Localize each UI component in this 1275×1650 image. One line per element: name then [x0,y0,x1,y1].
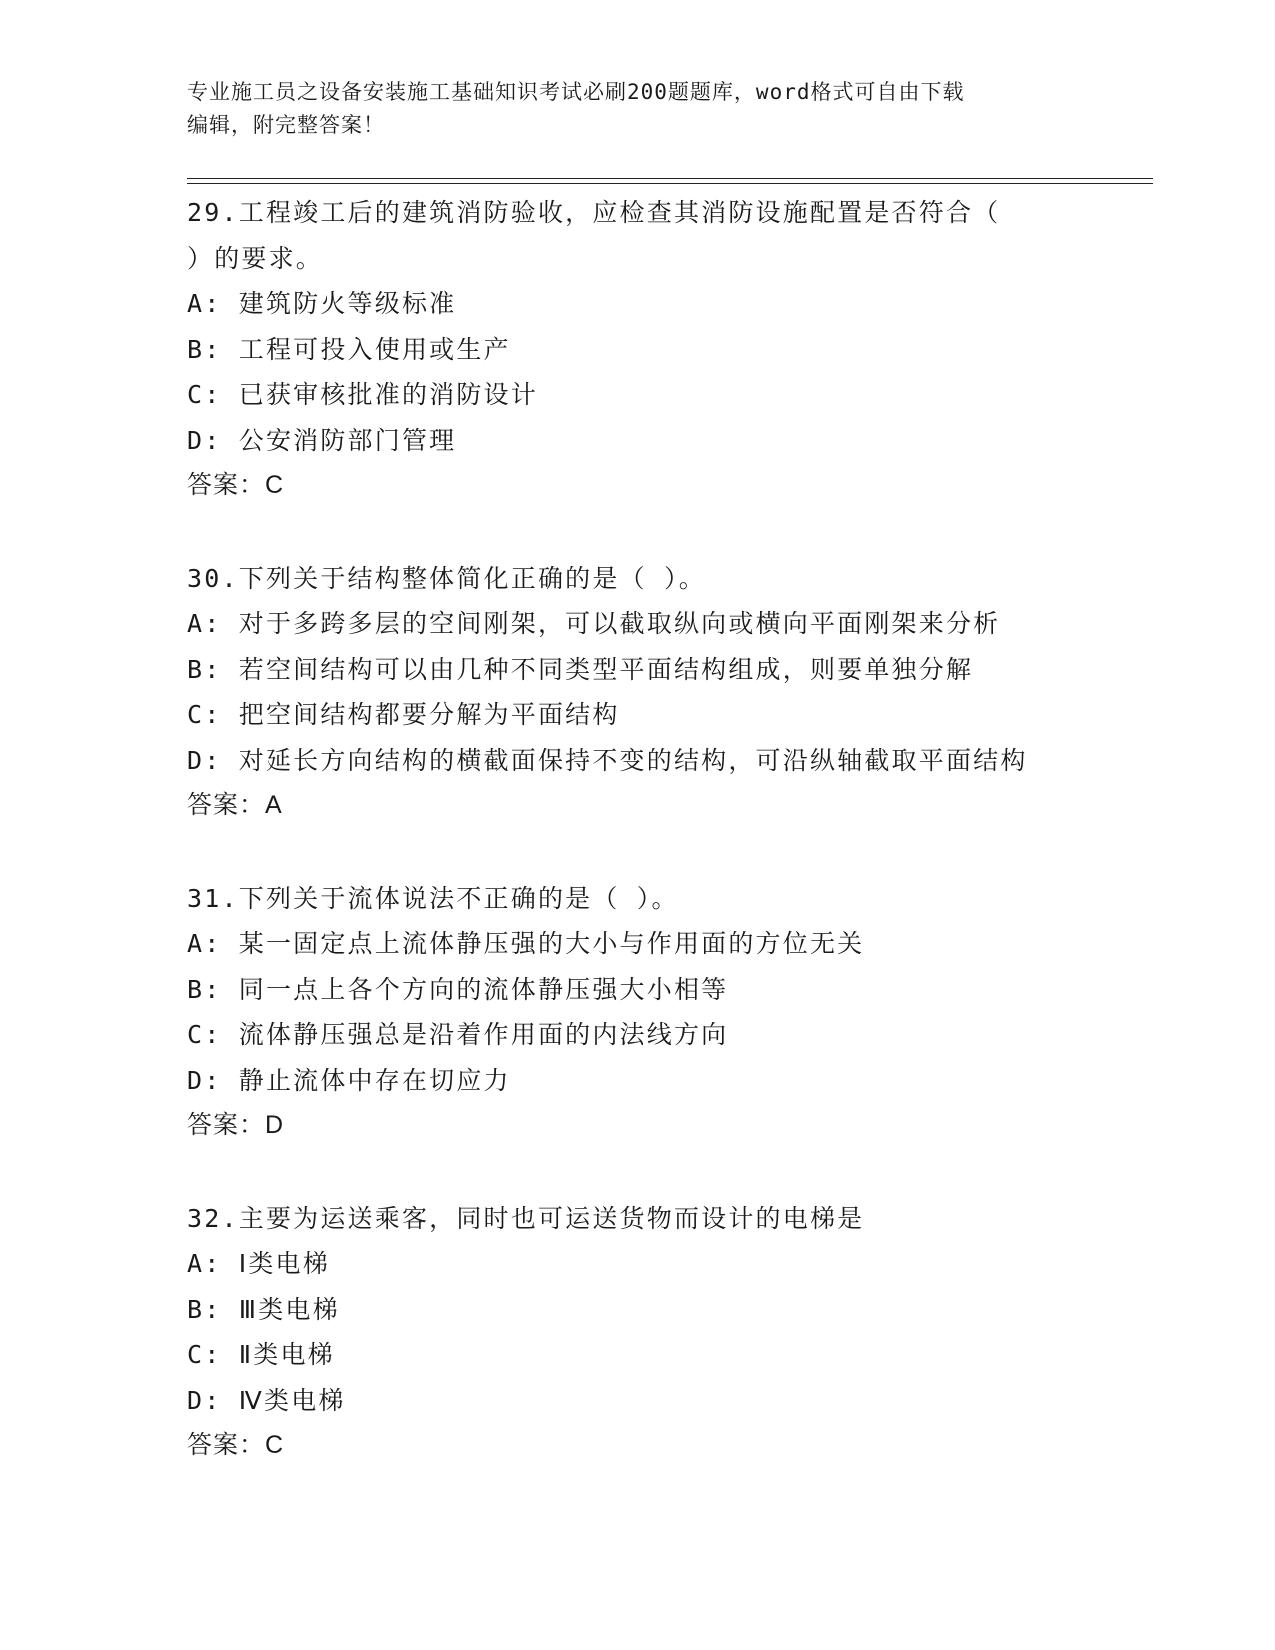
answer: 答案：C [187,1431,285,1459]
option-b: B: 若空间结构可以由几种不同类型平面结构组成，则要单独分解 [187,654,974,684]
option-c: C: 已获审核批准的消防设计 [187,380,538,409]
option-d: D: 公安消防部门管理 [187,425,457,455]
option-b: B: 同一点上各个方向的流体静压强大小相等 [187,974,729,1004]
header-line-1: 专业施工员之设备安装施工基础知识考试必刷200题题库，word格式可自由下载 [187,80,965,104]
header-line-2: 编辑，附完整答案！ [187,113,385,137]
document-header [187,76,1087,142]
question-32 [187,1196,1147,1469]
answer: 答案：A [187,791,283,819]
question-text: ）的要求。 [187,243,324,273]
header-divider-bottom [187,183,1153,184]
question-text: 32.主要为运送乘客，同时也可运送货物而设计的电梯是 [187,1203,865,1233]
question-31 [187,876,1147,1149]
option-a: A: 某一固定点上流体静压强的大小与作用面的方位无关 [187,929,865,958]
header-divider-top [187,178,1153,179]
option-c: C: Ⅱ类电梯 [187,1340,335,1369]
question-text: 29.工程竣工后的建筑消防验收，应检查其消防设施配置是否符合（ [187,198,1001,227]
answer: 答案：D [187,1111,285,1139]
question-text: 30.下列关于结构整体简化正确的是（ ）。 [187,563,706,593]
question-29 [187,190,1147,509]
option-b: B: Ⅲ类电梯 [187,1294,340,1324]
option-c: C: 把空间结构都要分解为平面结构 [187,700,620,729]
option-d: D: 静止流体中存在切应力 [187,1065,511,1095]
option-a: A: 建筑防火等级标准 [187,289,457,318]
question-text: 31.下列关于流体说法不正确的是（ ）。 [187,883,679,913]
option-b: B: 工程可投入使用或生产 [187,334,511,364]
question-list [187,190,1147,1516]
question-30 [187,556,1147,829]
option-c: C: 流体静压强总是沿着作用面的内法线方向 [187,1020,729,1049]
option-a: A: 对于多跨多层的空间刚架，可以截取纵向或横向平面刚架来分析 [187,609,1001,638]
answer: 答案：C [187,471,285,499]
option-a: A: Ⅰ类电梯 [187,1249,330,1278]
option-d: D: Ⅳ类电梯 [187,1385,346,1415]
option-d: D: 对延长方向结构的横截面保持不变的结构，可沿纵轴截取平面结构 [187,745,1028,775]
